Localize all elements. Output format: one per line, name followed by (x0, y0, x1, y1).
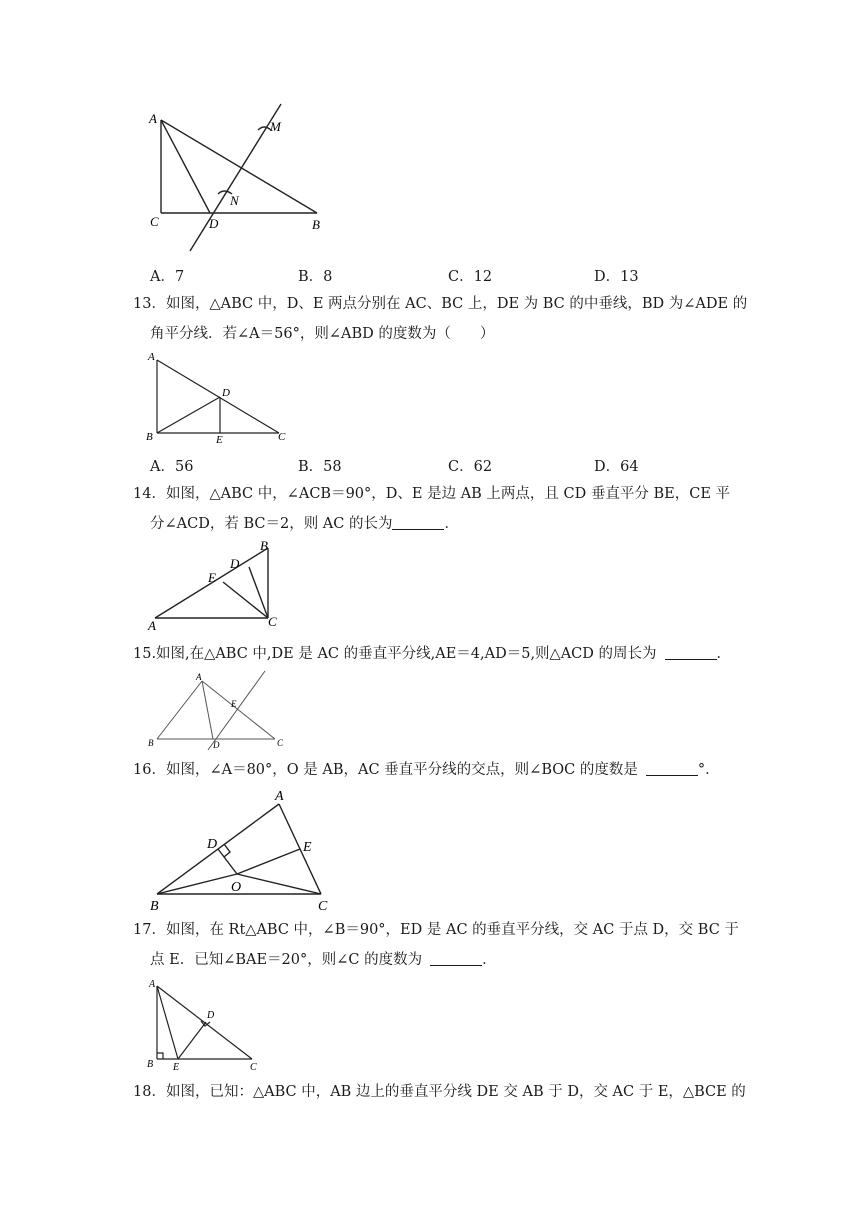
q16-label-b: B (150, 899, 159, 914)
q15-label-d: D (213, 740, 220, 750)
q17-label-b: B (147, 1059, 154, 1070)
q15-label-a: A (196, 672, 202, 682)
q13-text-line1: 13．如图，△ABC 中，D、E 两点分别在 AC、BC 上，DE 为 BC 的中垂线，BD 为∠ADE 的 (133, 296, 748, 312)
q17-figure (140, 974, 280, 1078)
q14-text-line1: 14．如图，△ABC 中，∠ACB＝90°，D、E 是边 AB 上两点，且 CD 垂直平分 BE，CE 平 (133, 486, 731, 502)
q13-label-b: B (146, 431, 153, 443)
q17-text-line2 (150, 950, 497, 970)
q18-text-line1: 18．如图，已知：△ABC 中，AB 边上的垂直平分线 DE 交 AB 于 D，交 AC 于 E，△BCE 的 (133, 1084, 746, 1100)
q13-option-c[interactable]: C．62 (448, 459, 493, 475)
q17-text-line2-before: 点 E．已知∠BAE＝20°，则∠C 的度数为 (150, 952, 423, 968)
q15-label-b: B (148, 738, 154, 748)
q13-label-a: A (148, 351, 155, 363)
q13-figure (140, 346, 300, 446)
q17-label-e: E (173, 1062, 180, 1073)
q16-label-a: A (275, 789, 284, 804)
q17-text-line2-after: ． (482, 952, 497, 968)
q12-label-n: N (230, 193, 239, 208)
q14-text-line2-before: 分∠ACD，若 BC＝2，则 AC 的长为 (150, 516, 393, 532)
q17-text-line1: 17．如图，在 Rt△ABC 中，∠B＝90°，ED 是 AC 的垂直平分线，交 AC 于点 D，交 BC 于 (133, 922, 739, 938)
q16-answer-blank[interactable] (646, 761, 698, 776)
q12-label-b: B (312, 217, 320, 232)
q15-label-c: C (277, 738, 284, 748)
q14-label-a: A (148, 618, 156, 633)
q13-text-line2: 角平分线．若∠A＝56°，则∠ABD 的度数为（ ） (150, 326, 495, 342)
q13-label-d: D (222, 387, 230, 399)
q14-label-d: D (230, 556, 240, 571)
q16-text-before: 16．如图，∠A＝80°，O 是 AB，AC 垂直平分线的交点，则∠BOC 的度数是 (133, 762, 638, 778)
q15-text-line1 (133, 644, 731, 664)
q16-figure (140, 784, 340, 914)
q17-label-d: D (207, 1010, 215, 1021)
q12-figure (140, 98, 340, 258)
q14-text-line2 (150, 514, 459, 534)
q14-label-b: B (260, 538, 268, 553)
q12-option-c[interactable]: C．12 (448, 269, 493, 285)
q12-label-c: C (150, 214, 159, 229)
q13-label-e: E (216, 434, 223, 446)
q17-label-c: C (250, 1062, 257, 1073)
q16-label-o: O (231, 880, 242, 895)
q16-label-d: D (207, 837, 218, 852)
q16-label-c: C (318, 899, 328, 914)
q14-text-line2-after: ． (444, 516, 459, 532)
q16-text-after: °． (697, 762, 720, 778)
q12-option-d[interactable]: D．13 (594, 269, 639, 285)
q12-option-a[interactable]: A．7 (150, 269, 185, 285)
q13-option-b[interactable]: B．58 (298, 459, 342, 475)
q13-option-a[interactable]: A．56 (150, 459, 194, 475)
q15-text-before: 15.如图,在△ABC 中,DE 是 AC 的垂直平分线,AE＝4,AD＝5,则△ACD 的周长为 (133, 646, 657, 662)
q15-answer-blank[interactable] (665, 645, 717, 660)
q14-label-e: E (208, 570, 216, 585)
q17-answer-blank[interactable] (430, 951, 482, 966)
q12-option-b[interactable]: B．8 (298, 269, 333, 285)
q12-label-d: D (209, 216, 219, 231)
q14-answer-blank[interactable] (392, 515, 444, 530)
q12-label-m: M (270, 119, 281, 134)
q15-text-after: ． (716, 646, 732, 662)
q14-figure (140, 536, 290, 636)
q15-label-e: E (231, 699, 237, 709)
q13-option-d[interactable]: D．64 (594, 459, 639, 475)
q12-label-a: A (149, 111, 157, 126)
q16-text-line1 (133, 760, 720, 780)
q14-label-c: C (268, 614, 277, 629)
q13-label-c: C (278, 431, 286, 443)
q15-figure (140, 668, 290, 752)
q16-label-e: E (303, 840, 312, 855)
q17-label-a: A (149, 979, 156, 990)
